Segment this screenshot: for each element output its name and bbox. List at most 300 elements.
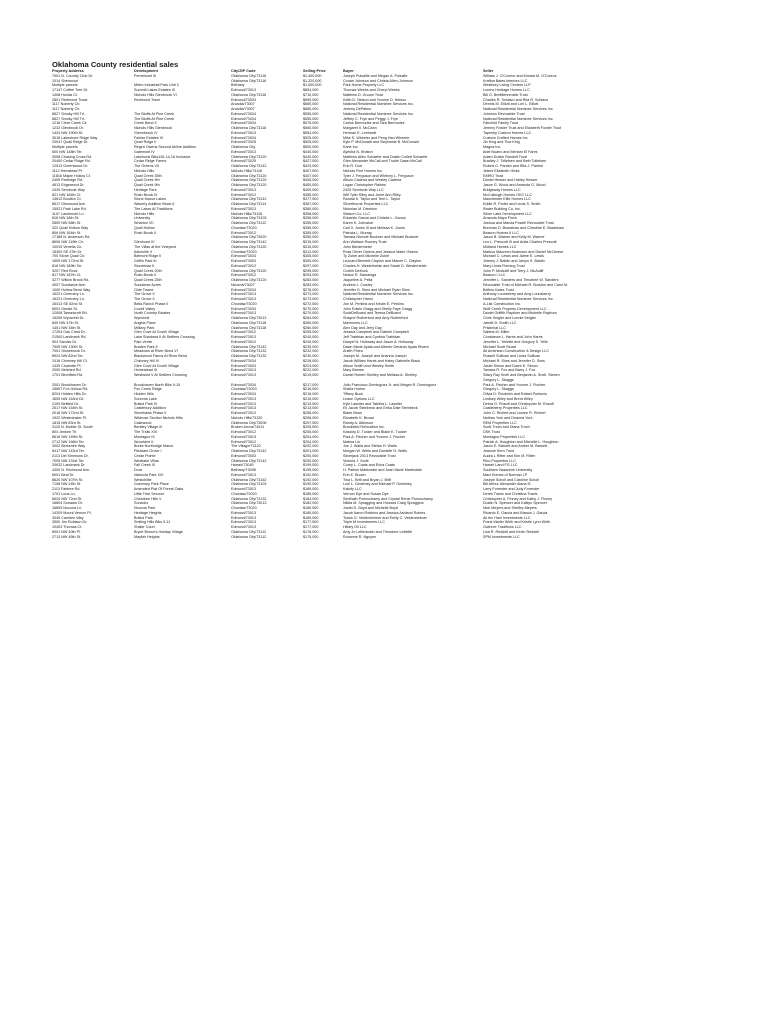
buyer-cell: Nichols Fine Homes Inc. bbox=[343, 168, 383, 173]
seller-cell: Lorenz Heritage Homes LLC bbox=[483, 88, 530, 92]
development-cell: Palo Verde bbox=[134, 339, 153, 344]
selling-price-cell: $255,000 bbox=[303, 330, 319, 335]
city-zip-cell: Nichols Hills/73120 bbox=[231, 415, 263, 420]
selling-price-cell: $423,000 bbox=[303, 164, 319, 168]
property-address-cell: 2113 Fairtree Rd. bbox=[52, 487, 81, 491]
buyer-cell: Tina L. Britt and Bryan J. Britt bbox=[343, 477, 392, 482]
property-address-cell: 1922 Westminster Pl. bbox=[52, 415, 87, 420]
buyer-cell: Eli Jacob Steinbeck and Erika Dale Steinbeck bbox=[343, 406, 418, 411]
buyer-cell: Sheila Horton bbox=[343, 387, 366, 392]
selling-price-cell: $190,000 bbox=[303, 482, 319, 487]
city-zip-cell: Oklahoma City/73114 bbox=[231, 202, 267, 206]
selling-price-cell: $264,000 bbox=[303, 316, 319, 320]
city-zip-cell: Oklahoma City/73020 bbox=[231, 235, 267, 240]
buyer-cell: Travis G. Veldenheimer and Emily C. Veldenheimer bbox=[343, 515, 427, 520]
city-zip-cell: Oklahoma City/73112 bbox=[231, 529, 267, 534]
seller-cell: Stacy Ray Snell and Benjamin A. Snell, Steven bbox=[483, 373, 560, 377]
buyer-cell: Triple M Investments LLC bbox=[343, 520, 385, 525]
city-zip-cell: Edmond/73013 bbox=[231, 472, 257, 477]
buyer-cell: Jessica Campbell and Gabriel Campbell bbox=[343, 330, 409, 335]
property-address-cell: 2113 Del Simmons Dr. bbox=[52, 453, 89, 458]
buyer-cell: Ayesha N. Khaton bbox=[343, 149, 373, 154]
property-address-cell: 1000 Hollow Bend Way bbox=[52, 287, 91, 292]
property-address-cell: 20047 Quail Ridge Dr. bbox=[52, 140, 89, 145]
property-address-cell: 1232 Glenbrook Dr. bbox=[52, 126, 84, 130]
buyer-cell: Ross Oliver Owens and Jessica Marie Owens bbox=[343, 249, 418, 254]
development-cell: Angela Place bbox=[134, 320, 156, 325]
seller-cell: Russell Sullivan and Linda Sullivan bbox=[483, 354, 541, 358]
buyer-cell: Kane Inc. bbox=[343, 145, 359, 149]
city-zip-cell: Bethany bbox=[231, 83, 245, 88]
selling-price-cell: $407,000 bbox=[303, 173, 319, 178]
seller-cell: William J. O'Connor and Kimala M. O'Connor bbox=[483, 73, 557, 78]
property-address-cell: 16221 Greenery Ln. bbox=[52, 292, 85, 297]
development-cell: Westwind V At Settlers Crossing bbox=[134, 373, 187, 377]
selling-price-cell: $854,000 bbox=[303, 88, 319, 92]
selling-price-cell: $377,500 bbox=[303, 197, 319, 202]
seller-cell: Amanda Mayo Finch bbox=[483, 216, 517, 221]
selling-price-cell: $235,000 bbox=[303, 344, 319, 349]
development-cell: The Grove II bbox=[134, 297, 155, 301]
seller-cell: Patrick A. Houghton and Michelle L. Houghton bbox=[483, 439, 559, 444]
seller-cell: Debra G. Rosoft and Christopher M. Rosoft bbox=[483, 401, 554, 406]
city-zip-cell: Oklahoma City bbox=[231, 145, 256, 149]
selling-price-cell: $240,000 bbox=[303, 339, 319, 344]
buyer-cell: Arielh Pineo bbox=[343, 349, 363, 354]
selling-price-cell: $699,000 bbox=[303, 97, 319, 102]
seller-cell: REM Properties LLC bbox=[483, 420, 517, 425]
selling-price-cell: $216,000 bbox=[303, 392, 319, 396]
development-cell: Chimney Hill IV bbox=[134, 358, 160, 363]
selling-price-cell: $200,000 bbox=[303, 453, 319, 458]
development-cell: Bella Ranch Phase II bbox=[134, 301, 169, 306]
city-zip-cell: Choctaw/73020 bbox=[231, 506, 257, 510]
seller-cell: Bill Arthur Alexander Alana III bbox=[483, 482, 531, 487]
seller-cell: Bellino Kates Trust bbox=[483, 287, 514, 292]
development-cell: Burke Northridge Manor bbox=[134, 444, 174, 449]
property-address-cell: 1112 Hemstead Pl. bbox=[52, 168, 83, 173]
seller-cell: Westbury Living Centers LLP bbox=[483, 83, 531, 88]
city-zip-cell: Edmond/73003 bbox=[231, 453, 257, 458]
city-zip-cell: Edmond/73034 bbox=[231, 287, 257, 292]
city-zip-cell: Oklahoma City/73013 bbox=[231, 501, 267, 506]
development-cell: Brookhaven North Blks 9-15 bbox=[134, 382, 181, 387]
development-cell: Nichols Hills Glenbrook VI bbox=[134, 92, 177, 97]
city-zip-cell: Oklahoma City/73112 bbox=[231, 534, 267, 539]
selling-price-cell: $276,000 bbox=[303, 287, 319, 292]
development-cell: Hidden Hills bbox=[134, 392, 154, 396]
selling-price-cell: $283,000 bbox=[303, 278, 319, 282]
property-address-cell: 16604 Sonador Dr. bbox=[52, 501, 83, 506]
seller-cell: Silver Lake Development LLC bbox=[483, 211, 532, 216]
seller-cell: Michael R. Sims and Jennifer D. Sims bbox=[483, 358, 545, 363]
development-cell: Quail Creek 20th bbox=[134, 268, 162, 273]
property-address-cell: 17188 N. Anderson Rd. bbox=[52, 235, 91, 240]
development-cell: Fox Creek Ridge bbox=[134, 387, 162, 392]
seller-cell: Leo L. Prescott III and Anita Charles Prescott bbox=[483, 240, 557, 244]
city-zip-cell: Edmond/73034 bbox=[231, 97, 257, 102]
selling-price-cell: $270,000 bbox=[303, 306, 319, 311]
selling-price-cell: $213,000 bbox=[303, 406, 319, 411]
development-cell: Glennbrook IV bbox=[134, 130, 158, 135]
seller-cell: Daniel Hesser and Halley Hesser bbox=[483, 178, 538, 183]
development-cell: Heritage Heights bbox=[134, 510, 162, 515]
buyer-cell: Paul A. Fischer and Yvonne J. Fischer bbox=[343, 434, 406, 439]
development-cell: Bristol Park III bbox=[134, 401, 157, 406]
development-cell: Valencia Park XIX bbox=[134, 472, 164, 477]
buyer-cell: Logan Christopher Raines bbox=[343, 183, 386, 187]
development-cell: Heritage Park bbox=[134, 187, 157, 192]
city-zip-cell: Edmond/73013 bbox=[231, 292, 257, 297]
city-zip-cell: Edmond/73034 bbox=[231, 382, 257, 387]
seller-cell: A-List Construction Inc. bbox=[483, 301, 522, 306]
selling-price-cell: $525,000 bbox=[303, 135, 319, 140]
development-cell: The Villas at the Vineyard bbox=[134, 244, 176, 249]
development-cell: Sonador bbox=[134, 501, 148, 506]
buyer-cell: Leonard Bennett Clayton and Marcie C. Clayton bbox=[343, 259, 422, 263]
selling-price-cell: $224,000 bbox=[303, 363, 319, 368]
seller-cell: Gwinner Traditions LLC bbox=[483, 525, 522, 529]
column-header-development: Development bbox=[134, 69, 158, 73]
seller-cell: John P. McAuliff and Terry J. McAuliff bbox=[483, 268, 544, 273]
property-address-cell: 1701 Birchfield Rd. bbox=[52, 373, 84, 377]
city-zip-cell: Oklahoma City/73162 bbox=[231, 477, 267, 482]
city-zip-cell: Oklahoma City/73132 bbox=[231, 349, 267, 354]
buyer-cell: Jacob Aaron Robbins and Jessica Ashland Robins bbox=[343, 510, 426, 515]
selling-price-cell: $200,000 bbox=[303, 458, 319, 463]
development-cell: Lakehurst Blks126-14-16 Inclusive bbox=[134, 154, 191, 159]
property-address-cell: 12008 Tasselcroft Rd. bbox=[52, 311, 88, 316]
city-zip-cell: Oklahoma City/73118 bbox=[231, 126, 267, 130]
property-address-cell: 1505 NW 172nd St. bbox=[52, 259, 85, 263]
buyer-cell: Patricia L. Murray bbox=[343, 230, 372, 235]
seller-cell: Larry Forrester and Judy Forrester bbox=[483, 487, 540, 491]
seller-cell: Jeannie Kern Trust bbox=[483, 449, 514, 453]
property-address-cell: 8616 NW 159th St. bbox=[52, 434, 84, 439]
selling-price-cell: $500,000 bbox=[303, 145, 319, 149]
property-address-cell: 700 Stone Quail Cir. bbox=[52, 254, 86, 259]
selling-price-cell: $201,000 bbox=[303, 449, 319, 453]
city-zip-cell: Oklahoma City/73120 bbox=[231, 183, 267, 187]
seller-cell: Bridgeway Homes LLC bbox=[483, 187, 521, 192]
property-address-cell: 15657 Fox Hollow Rd. bbox=[52, 387, 89, 392]
seller-cell: Paul A. Fischer and Yvonne J. Fischer bbox=[483, 382, 546, 387]
buyer-cell: Glen Alexander McCall and Trudie Dawn McCall bbox=[343, 159, 422, 164]
city-zip-cell: Choctaw/73020 bbox=[231, 249, 257, 254]
selling-price-cell: $185,000 bbox=[303, 491, 319, 496]
property-address-cell: 7001 Stonebrook Dr. bbox=[52, 349, 86, 354]
buyer-cell: Jacob William Harris and Haley Gabrielle Black bbox=[343, 358, 421, 363]
buyer-cell: Roxanne R. Nguyen bbox=[343, 534, 377, 539]
selling-price-cell: $192,000 bbox=[303, 477, 319, 482]
buyer-cell: Jon M. Perkins and Kristin E. Perkins bbox=[343, 301, 404, 306]
property-address-cell: 8617 Glenwood Ave. bbox=[52, 202, 86, 206]
seller-cell: Jason G. Wood and Amanda G. Wood bbox=[483, 183, 546, 187]
column-header-seller: Seller bbox=[483, 69, 494, 73]
selling-price-cell: $358,000 bbox=[303, 211, 319, 216]
property-address-cell: 3008 Chasing Cross Rd. bbox=[52, 154, 93, 159]
development-cell: Stone Manor Lakes bbox=[134, 197, 166, 202]
buyer-cell: Alison Smith and Wesley Smith bbox=[343, 363, 395, 368]
development-cell: Montague III bbox=[134, 434, 155, 439]
city-zip-cell: Edmond/73013 bbox=[231, 525, 257, 529]
seller-cell: Jennifer L. Yellette and Gregory S. Yelle bbox=[483, 339, 548, 344]
selling-price-cell: $400,000 bbox=[303, 183, 319, 187]
city-zip-cell: Edmond/73013 bbox=[231, 149, 257, 154]
selling-price-cell: $180,000 bbox=[303, 510, 319, 515]
seller-cell: Ali Ibn Hani Investments LLC bbox=[483, 515, 531, 520]
city-zip-cell: Edmond/73012 bbox=[231, 411, 257, 415]
property-address-cell: 2000 Nelshed Rd. bbox=[52, 368, 82, 373]
property-address-cell: 8827 Smoky Hill Trl. bbox=[52, 116, 85, 121]
city-zip-cell: Edmond/73034 bbox=[231, 116, 257, 121]
city-zip-cell: Nichols Hills/73116 bbox=[231, 211, 263, 216]
seller-cell: Montague Properties LLC bbox=[483, 434, 526, 439]
buyer-cell: Eduardo Garcia and Christie L. Garcia bbox=[343, 216, 406, 221]
development-cell: Sundance Acres bbox=[134, 282, 161, 287]
sales-table bbox=[52, 69, 722, 539]
buyer-cell: Tyler J. Ferguson and Whitney L. Ferguson bbox=[343, 173, 414, 178]
document-title: Oklahoma County residential sales bbox=[52, 60, 179, 69]
property-address-cell: 15208 Wyncrest Dr. bbox=[52, 316, 85, 320]
property-address-cell: 1605 NW 163rd Cir. bbox=[52, 396, 85, 401]
selling-price-cell: $440,000 bbox=[303, 149, 319, 154]
property-address-cell: 2405 Partridge Rd. bbox=[52, 178, 83, 183]
selling-price-cell: $180,000 bbox=[303, 515, 319, 520]
seller-cell: Constance L. Harris and John Harris bbox=[483, 335, 543, 339]
property-address-cell: 8606 NW 119th Cir. bbox=[52, 240, 84, 244]
property-address-cell: 2713 NW 46th St. bbox=[52, 534, 82, 539]
buyer-cell: Julio Francisco Dominguez Jr. and Megan R. Dominguez bbox=[343, 382, 437, 387]
selling-price-cell: $355,000 bbox=[303, 230, 319, 235]
city-zip-cell: Oklahoma City/73103 bbox=[231, 216, 267, 221]
city-zip-cell: Oklahoma City/73120 bbox=[231, 268, 267, 273]
development-cell: Fall Creek III bbox=[134, 463, 155, 468]
city-zip-cell: Edmond/73013 bbox=[231, 515, 257, 520]
city-zip-cell: Edmond/73034 bbox=[231, 306, 257, 311]
selling-price-cell: $180,500 bbox=[303, 506, 319, 510]
city-zip-cell: Edmond/73012 bbox=[231, 192, 257, 197]
seller-cell: Jason B. Warner and Kelly M. Warner bbox=[483, 235, 545, 240]
seller-cell: EMRO Trust bbox=[483, 173, 504, 178]
seller-cell: SPM Investments LLC bbox=[483, 534, 520, 539]
seller-cell: Scott Troch and Diana Troch bbox=[483, 425, 530, 430]
property-address-cell: 1424 NW 190th St. bbox=[52, 130, 84, 135]
seller-cell: Castleberry Properties LLC bbox=[483, 406, 528, 411]
development-cell: Creek Bend II bbox=[134, 121, 157, 126]
buyer-cell: Blake Bean bbox=[343, 411, 362, 415]
development-cell: Redmond Trace bbox=[134, 97, 161, 102]
city-zip-cell: Arcadia/73007 bbox=[231, 102, 255, 107]
buyer-cell: Alex Day and Jerry Day bbox=[343, 325, 382, 330]
buyer-cell: Elizabeth K. Brown bbox=[343, 415, 375, 420]
seller-cell: Jeremy Fowler Trust and Elizabeth Fowler Trust bbox=[483, 126, 562, 130]
seller-cell: Bradley J. Tollefsen and Beth Tollefsen bbox=[483, 159, 547, 164]
development-cell: Griffin Park III bbox=[134, 259, 157, 263]
property-address-cell: Multiple parcels bbox=[52, 83, 78, 88]
property-address-cell: 15300 SE 37th St. bbox=[52, 249, 82, 254]
selling-price-cell: $312,000 bbox=[303, 249, 319, 254]
city-zip-cell: Oklahoma City/73120 bbox=[231, 278, 267, 282]
selling-price-cell: $260,000 bbox=[303, 320, 319, 325]
buyer-cell: Brookfield Relocation Inc. bbox=[343, 425, 385, 430]
development-cell: Quail Creek 35th bbox=[134, 173, 162, 178]
buyer-cell: John Edwin Gragg and Shelly Faye Gragg bbox=[343, 306, 413, 311]
selling-price-cell: $195,000 bbox=[303, 468, 319, 472]
property-address-cell: 6001 Beal Dr. bbox=[52, 472, 75, 477]
buyer-cell: Karen K. Johnston bbox=[343, 221, 374, 225]
property-address-cell: 4300 N. Redmond Ave. bbox=[52, 468, 91, 472]
seller-cell: Magna Inc. bbox=[483, 145, 502, 149]
selling-price-cell: $1,400,000 bbox=[303, 73, 322, 78]
property-address-cell: 6901 NW 40th Pl. bbox=[52, 529, 81, 534]
selling-price-cell: $205,500 bbox=[303, 425, 319, 430]
selling-price-cell: $207,500 bbox=[303, 420, 319, 425]
buyer-cell: Victoria J. Scott bbox=[343, 458, 369, 463]
column-header-property-address: Property Address bbox=[52, 69, 84, 73]
document-page bbox=[52, 60, 722, 539]
property-address-cell: 10015 Venetia Cir. bbox=[52, 244, 83, 249]
buyer-cell: Kassidy D. Tucker and Blake E. Tucker bbox=[343, 430, 407, 434]
selling-price-cell: $355,000 bbox=[303, 221, 319, 225]
city-zip-cell: Edmond/73013 bbox=[231, 130, 257, 135]
city-zip-cell: Edmond/73013 bbox=[231, 396, 257, 401]
development-cell: Meadows at River Bend VI bbox=[134, 349, 178, 354]
property-address-cell: 7001 N. Country Club Dr. bbox=[52, 73, 94, 78]
selling-price-cell: $216,500 bbox=[303, 387, 319, 392]
development-cell: Quail Creek 25th bbox=[134, 278, 162, 282]
selling-price-cell: $189,000 bbox=[303, 487, 319, 491]
selling-price-cell: $260,000 bbox=[303, 325, 319, 330]
buyer-cell: Corey L. Coats and Erica Coats bbox=[343, 463, 395, 468]
city-zip-cell: Edmond/73003 bbox=[231, 259, 257, 263]
seller-cell: Joshua and Marcia Powell Revocable Trust bbox=[483, 221, 554, 225]
development-cell: Mayfair Heights bbox=[134, 534, 160, 539]
development-cell: Rush Brook II bbox=[134, 230, 157, 235]
property-address-cell: 1815 NW 83rd St. bbox=[52, 420, 82, 425]
seller-cell: Jennifer L. Sanders and Timothee W. Sanders bbox=[483, 278, 559, 282]
selling-price-cell: $440,000 bbox=[303, 154, 319, 159]
seller-cell: Justin Simon and Dawn E. Simon bbox=[483, 363, 538, 368]
development-cell: Glenhurst IV bbox=[134, 240, 155, 244]
buyer-cell: Nikita M. Spragging and Howard Craig Spraggins bbox=[343, 501, 424, 506]
selling-price-cell: $555,000 bbox=[303, 111, 319, 116]
city-zip-cell: Edmond/73013 bbox=[231, 401, 257, 406]
buyer-cell: Jennifer D. Sims and Michael Ryan Sims bbox=[343, 287, 410, 292]
seller-cell: Wolf Creek Property Development LLC bbox=[483, 306, 547, 311]
seller-cell: Abel Nuano and Meriam El Fares bbox=[483, 149, 538, 154]
city-zip-cell: Edmond/73013 bbox=[231, 406, 257, 411]
property-address-cell: 8204 Hidden Hills Dr. bbox=[52, 392, 87, 396]
seller-cell: Derek Travis and Christina Travis bbox=[483, 491, 538, 496]
seller-cell: Beacon I LLC bbox=[483, 273, 506, 278]
table-row bbox=[52, 535, 722, 540]
seller-cell: Custom Crafted Homes Inc. bbox=[483, 135, 529, 140]
selling-price-cell: $273,000 bbox=[303, 297, 319, 301]
city-zip-cell: Edmond/73013 bbox=[231, 187, 257, 192]
buyer-cell: National Residential Nominee Services Inc. bbox=[343, 292, 414, 297]
property-address-cell: 1014 Sherwood bbox=[52, 78, 78, 83]
selling-price-cell: $226,000 bbox=[303, 358, 319, 363]
seller-cell: Michael Scott Stuart bbox=[483, 344, 516, 349]
seller-cell: Sabina M. Miller bbox=[483, 330, 510, 335]
property-address-cell: 1425 Charlotte Pl. bbox=[52, 363, 82, 368]
seller-cell: Rader Building Co. Inc. bbox=[483, 206, 521, 211]
city-zip-cell: Oklahoma City/73142 bbox=[231, 344, 267, 349]
city-zip-cell: Edmond/73013 bbox=[231, 373, 257, 377]
property-address-cell: 804 Jenkee Trl. bbox=[52, 430, 78, 434]
selling-price-cell: $305,000 bbox=[303, 254, 319, 259]
selling-price-cell: $1,000,000 bbox=[303, 83, 322, 88]
development-cell: The Lakes At Traditions bbox=[134, 206, 173, 211]
development-cell: Braden Park II bbox=[134, 344, 158, 349]
city-zip-cell: Edmond/73013 bbox=[231, 510, 257, 515]
buyer-cell: Tiffany Buck bbox=[343, 392, 364, 396]
development-cell: Gatemont IV bbox=[134, 149, 155, 154]
development-cell: Nichols Hills bbox=[134, 211, 155, 216]
selling-price-cell: $505,000 bbox=[303, 140, 319, 145]
property-address-cell: 2001 Brookhaven Dr. bbox=[52, 382, 87, 387]
seller-cell: Midland Homes LLC bbox=[483, 244, 517, 249]
seller-cell: Michael C. Lewis and Jaime E. Lewis bbox=[483, 254, 544, 259]
city-zip-cell: Edmond/73013 bbox=[231, 368, 257, 373]
city-zip-cell: Nicoma/73027 bbox=[231, 282, 255, 287]
seller-cell: McCullough Homes OKC LLC bbox=[483, 192, 532, 197]
selling-price-cell: $1,320,000 bbox=[303, 78, 322, 83]
development-cell: Cherokee Hills V bbox=[134, 496, 162, 501]
buyer-cell: Kalcity LLC bbox=[343, 487, 362, 491]
buyer-cell: Herman E. Lenhardt bbox=[343, 130, 377, 135]
development-cell: Little Tree Second bbox=[134, 491, 164, 496]
city-zip-cell: Nichols Hills/73116 bbox=[231, 168, 263, 173]
seller-cell: Jason E. Barnett and Amber M. Barnett bbox=[483, 444, 548, 449]
seller-cell: Eddie R. Porter and Linda S. Smith bbox=[483, 202, 541, 206]
buyer-cell: Kyle Lassiter and Tabitha L. Lassiter bbox=[343, 401, 403, 406]
property-address-cell: 600 NW 148th Ter. bbox=[52, 149, 83, 154]
buyer-cell: Daniel Robert Shelley and Melissa A. Shelley bbox=[343, 373, 417, 377]
city-zip-cell: Oklahoma City/73118 bbox=[231, 325, 267, 330]
property-address-cell: 821 NW 184th Ct. bbox=[52, 192, 82, 197]
property-address-cell: 2425 Seminole Way bbox=[52, 187, 85, 192]
development-cell: Blackwood Farms At River Bend bbox=[134, 354, 187, 358]
development-cell: Dora bbox=[134, 468, 142, 472]
buyer-cell: Christopher Hanol bbox=[343, 297, 373, 301]
buyer-cell: Shayne Rutherford and Amy Rutherford bbox=[343, 316, 408, 320]
seller-cell: Harrah Land FG LLC bbox=[483, 463, 518, 468]
selling-price-cell: $356,000 bbox=[303, 216, 319, 221]
city-zip-cell: Edmond/73012 bbox=[231, 273, 257, 278]
selling-price-cell: $680,000 bbox=[303, 107, 319, 111]
city-zip-cell: Oklahoma City/73006 bbox=[231, 420, 267, 425]
city-zip-cell: Harrah/73045 bbox=[231, 463, 254, 468]
buyer-cell: Matina Lin bbox=[343, 439, 361, 444]
development-cell: Amended Plat Of Forest Oaks bbox=[134, 487, 184, 491]
development-cell: Waverly Addition Block 6 bbox=[134, 202, 175, 206]
development-cell: North Country Estates bbox=[134, 311, 171, 316]
buyer-cell: Corbin DeKock bbox=[343, 268, 368, 273]
development-cell: Westchillie bbox=[134, 477, 152, 482]
seller-cell: National Residential Nominee Services Inc. bbox=[483, 297, 554, 301]
city-zip-cell: Oklahoma City/73118 bbox=[231, 320, 267, 325]
buyer-cell: Will Tyler Riley and Julee Ann Riley bbox=[343, 192, 401, 197]
city-zip-cell: Choctaw/73020 bbox=[231, 491, 257, 496]
buyer-cell: Jaqueline A. Pella bbox=[343, 278, 373, 282]
city-zip-cell: Edmond/73013 bbox=[231, 335, 257, 339]
city-zip-cell: Oklahoma City/73116 bbox=[231, 73, 267, 78]
property-address-cell: 8827 Smoky Hill Trl. bbox=[52, 111, 85, 116]
city-zip-cell: Oklahoma City/73103 bbox=[231, 482, 267, 487]
city-zip-cell: Edmond/73003 bbox=[231, 363, 257, 368]
